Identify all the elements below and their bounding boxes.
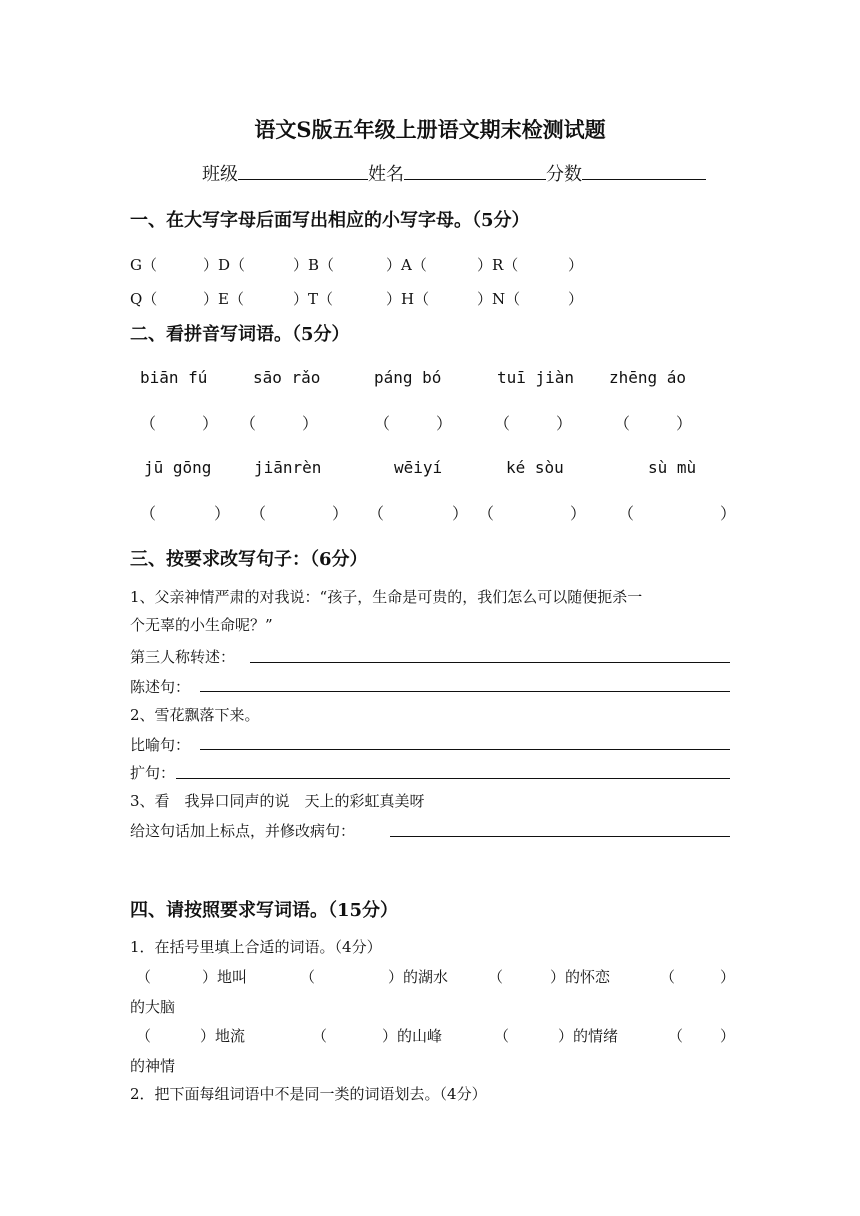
fill-row-1-tail: 的大脑 xyxy=(130,998,176,1016)
paren-open: （ xyxy=(140,414,157,433)
letter-item: ）B（ xyxy=(293,256,335,274)
answer-line[interactable] xyxy=(200,691,730,692)
letter-item: ） xyxy=(568,256,584,274)
fill-item: （ xyxy=(312,1027,328,1045)
pinyin-item: ké sòu xyxy=(506,458,564,477)
fill-item: ）的情绪 xyxy=(558,1027,619,1045)
letter-item: Q（ xyxy=(130,290,158,308)
question-3-1-text: 1、父亲神情严肃的对我说：“孩子，生命是可贵的，我们怎么可以随便扼杀一 xyxy=(130,588,643,606)
paren-open: （ xyxy=(614,414,631,433)
letter-row-2 xyxy=(130,288,600,308)
paren-close: ） xyxy=(676,414,693,433)
question-3-2-text: 2、雪花飘落下来。 xyxy=(130,706,260,724)
paren-close: ） xyxy=(556,414,573,433)
name-blank[interactable] xyxy=(404,161,546,180)
page-title: 语文S版五年级上册语文期末检测试题 xyxy=(254,117,606,142)
question-4-1-text: 1．在括号里填上合适的词语。（4分） xyxy=(130,938,382,956)
section-4-heading: 四、请按照要求写词语。（15分） xyxy=(130,900,399,921)
letter-item: ）H（ xyxy=(386,290,430,308)
pinyin-item: jū gōng xyxy=(144,458,212,477)
fill-item: （ xyxy=(494,1027,510,1045)
fill-item: ）的山峰 xyxy=(382,1027,443,1045)
fill-item: ）地叫 xyxy=(202,968,248,986)
question-4-2-text: 2．把下面每组词语中不是同一类的词语划去。（4分） xyxy=(130,1085,487,1103)
fill-row-2 xyxy=(130,1025,736,1045)
letter-item: ）T（ xyxy=(293,290,334,308)
letter-item: ）N（ xyxy=(477,290,521,308)
letter-item: ）D（ xyxy=(203,256,246,274)
class-blank[interactable] xyxy=(238,161,368,180)
declarative-label: 陈述句： xyxy=(130,678,191,696)
score-blank[interactable] xyxy=(582,161,706,180)
letter-item: ）R（ xyxy=(477,256,519,274)
letter-item: ）E（ xyxy=(203,290,244,308)
answer-line[interactable] xyxy=(390,836,730,837)
paren-open: （ xyxy=(140,504,157,523)
punctuation-task-label: 给这句话加上标点，并修改病句： xyxy=(130,822,356,840)
pinyin-item: jiānrèn xyxy=(254,458,322,477)
answer-line[interactable] xyxy=(200,749,730,750)
fill-item: （ xyxy=(488,968,504,986)
paren-open: （ xyxy=(250,504,267,523)
paren-open: （ xyxy=(478,504,495,523)
fill-item: （ xyxy=(668,1027,684,1045)
paren-close: ） xyxy=(436,414,453,433)
third-person-label: 第三人称转述： xyxy=(130,648,236,666)
expand-label: 扩句： xyxy=(130,764,176,782)
class-label: 班级 xyxy=(202,164,238,185)
answer-line[interactable] xyxy=(176,778,730,779)
student-info-line xyxy=(202,160,706,186)
fill-item: ）地流 xyxy=(200,1027,246,1045)
section-1-heading: 一、在大写字母后面写出相应的小写字母。（5分） xyxy=(130,210,530,231)
paren-close: ） xyxy=(302,414,319,433)
fill-row-2-tail: 的神情 xyxy=(130,1057,176,1075)
question-3-3-text: 3、看 我异口同声的说 天上的彩虹真美呀 xyxy=(130,792,425,810)
pinyin-item: wēiyí xyxy=(394,458,443,477)
paren-open: （ xyxy=(494,414,511,433)
letter-item: G（ xyxy=(130,256,157,274)
pinyin-item: biān fú xyxy=(140,368,208,387)
fill-item: （ xyxy=(300,968,316,986)
question-3-1-text-cont: 个无辜的小生命呢？” xyxy=(130,616,273,634)
fill-item: ）的湖水 xyxy=(388,968,449,986)
pinyin-item: sāo rǎo xyxy=(253,368,321,387)
paren-close: ） xyxy=(570,504,587,523)
pinyin-item: páng bó xyxy=(374,368,442,387)
metaphor-label: 比喻句： xyxy=(130,736,191,754)
letter-item: ） xyxy=(568,290,584,308)
paren-open: （ xyxy=(368,504,385,523)
pinyin-item: tuī jiàn xyxy=(497,368,575,387)
paren-close: ） xyxy=(720,504,737,523)
paren-open: （ xyxy=(618,504,635,523)
paren-close: ） xyxy=(332,504,349,523)
letter-row-1 xyxy=(130,254,600,274)
name-label: 姓名 xyxy=(368,164,404,185)
score-label: 分数 xyxy=(546,164,582,185)
section-3-heading: 三、按要求改写句子：（6分） xyxy=(130,549,368,570)
paren-open: （ xyxy=(374,414,391,433)
fill-item: （ xyxy=(136,1027,152,1045)
fill-item: ）的怀恋 xyxy=(550,968,611,986)
fill-item: ） xyxy=(720,1027,736,1045)
answer-line[interactable] xyxy=(250,662,730,663)
fill-item: （ xyxy=(136,968,152,986)
section-2-heading: 二、看拼音写词语。（5分） xyxy=(130,324,350,345)
fill-item: （ xyxy=(660,968,676,986)
letter-item: ）A（ xyxy=(386,256,427,274)
pinyin-item: sù mù xyxy=(648,458,697,477)
fill-row-1 xyxy=(130,966,736,986)
paren-close: ） xyxy=(452,504,469,523)
paren-open: （ xyxy=(240,414,257,433)
paren-close: ） xyxy=(214,504,231,523)
fill-item: ） xyxy=(720,968,736,986)
paren-close: ） xyxy=(202,414,219,433)
pinyin-item: zhēng áo xyxy=(609,368,687,387)
